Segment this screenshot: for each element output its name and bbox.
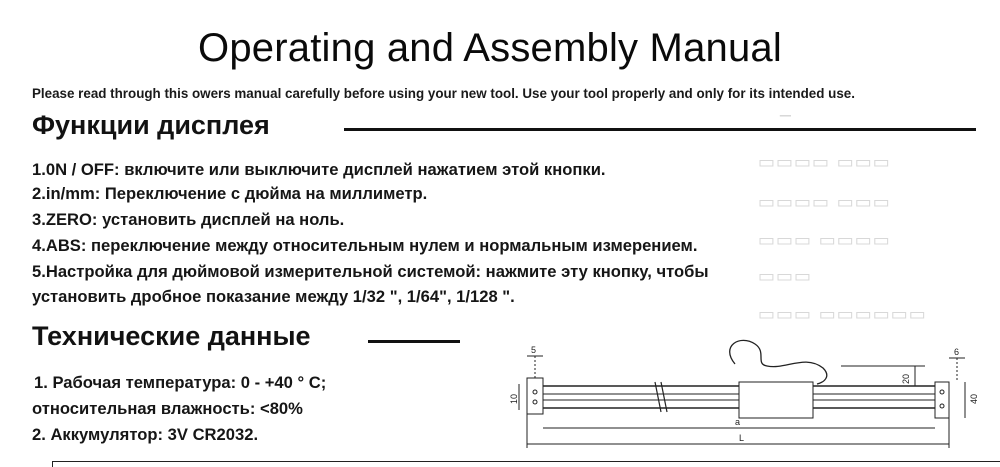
- cable-line: [730, 340, 827, 384]
- heading-rule: [344, 128, 976, 131]
- bleed-through-text: ▭▭▭▭ ▭▭▭: [758, 152, 891, 173]
- intro-text: Please read through this owers manual carefully before using your new tool. Use your tool properly and only for its intended use.: [32, 86, 855, 101]
- display-item: 2.in/mm: Переключение с дюйма на миллиметр.: [32, 184, 428, 203]
- scale-drawing: [505, 336, 995, 462]
- display-item: 1.0N / OFF: включите или выключите дисплей нажатием этой кнопки.: [32, 160, 606, 179]
- dim-label: 10: [509, 393, 519, 404]
- bleed-through-text: ▭▭▭: [758, 266, 813, 287]
- bleed-through-text: ▭▭▭▭ ▭▭▭: [758, 192, 891, 213]
- dim-label: 20: [901, 373, 911, 384]
- left-bracket: [527, 378, 543, 414]
- dim-label: 5: [531, 345, 537, 355]
- display-item: 3.ZERO: установить дисплей на ноль.: [32, 210, 345, 229]
- page-title: Operating and Assembly Manual: [198, 26, 782, 70]
- right-bracket: [935, 382, 949, 418]
- dim-label: 6: [954, 347, 960, 357]
- right-bracket-hole: [940, 390, 944, 394]
- bleed-through-text: ▭▭▭ ▭▭▭▭: [758, 230, 891, 251]
- tech-item: 2. Аккумулятор: 3V CR2032.: [32, 425, 259, 444]
- right-bracket-hole: [940, 404, 944, 408]
- display-item: 5.Настройка для дюймовой измерительной системой: нажмите эту кнопку, чтобы: [32, 262, 709, 281]
- section-heading-tech: Технические данные: [32, 321, 311, 351]
- bleed-through-text: ▭▭▭ ▭▭▭▭▭▭: [758, 304, 927, 325]
- tech-item: 1. Рабочая температура: 0 - +40 ° C;: [34, 373, 327, 392]
- bottom-frame: [52, 461, 1000, 467]
- dim-label: 40: [969, 393, 979, 404]
- heading-rule: [368, 340, 460, 343]
- readout-head: [739, 382, 813, 418]
- left-bracket-hole: [533, 400, 537, 404]
- display-item: 4.ABS: переключение между относительным нулем и нормальным измерением.: [32, 236, 698, 255]
- tech-item: относительная влажность: <80%: [32, 399, 303, 418]
- dim-label: L: [739, 433, 745, 443]
- bleed-through-text: ─: [780, 106, 792, 127]
- section-heading-display: Функции дисплея: [32, 110, 270, 140]
- dim-label: a: [735, 417, 741, 427]
- left-bracket-hole: [533, 390, 537, 394]
- display-item: установить дробное показание между 1/32 ", 1/64", 1/128 ".: [32, 287, 515, 306]
